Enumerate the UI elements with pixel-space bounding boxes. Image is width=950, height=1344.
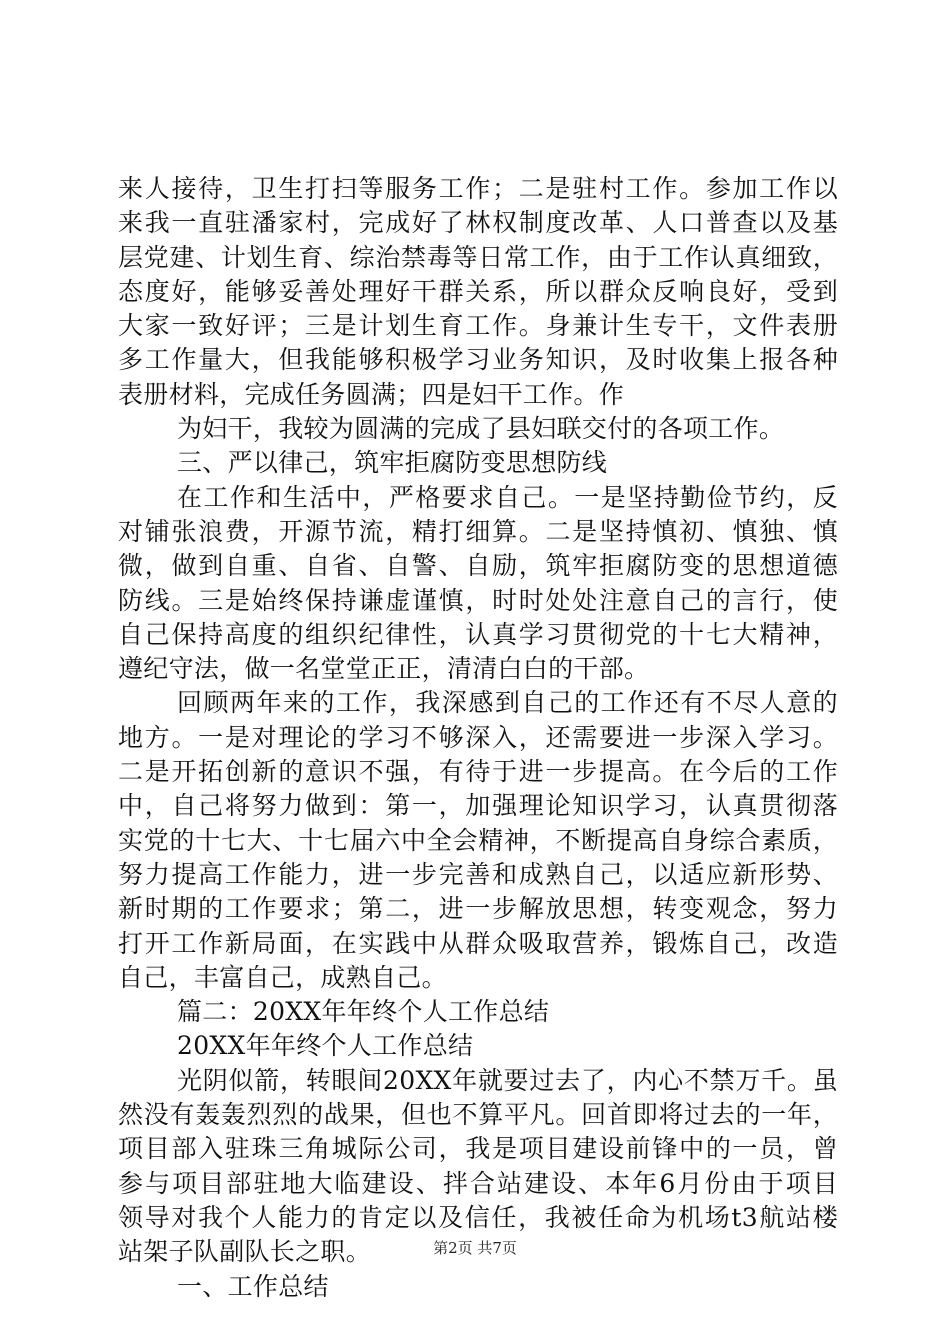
text-line: 地方。一是对理论的学习不够深入，还需要进一步深入学习。 xyxy=(118,722,838,752)
text-line: 来人接待，卫生打扫等服务工作；二是驻村工作。参加工作以 xyxy=(118,174,838,203)
text-line: 一、工作总结 xyxy=(177,1271,329,1301)
text-line: 打开工作新局面，在实践中从群众吸取营养，锻炼自己，改造 xyxy=(118,928,838,958)
text-line: 三、严以律己，筑牢拒腐防变思想防线 xyxy=(177,448,608,478)
document-body xyxy=(118,172,838,1304)
text-line: 对铺张浪费，开源节流，精打细算。二是坚持慎初、慎独、慎 xyxy=(118,516,838,546)
text-line: 20XX年年终个人工作总结 xyxy=(177,1031,474,1061)
text-line: 表册材料，完成任务圆满；四是妇干工作。作 xyxy=(118,379,625,409)
text-line: 实党的十七大、十七届六中全会精神，不断提高自身综合素质， xyxy=(118,825,838,855)
text-line: 努力提高工作能力，进一步完善和成熟自己，以适应新形势、 xyxy=(118,859,838,889)
text-line: 自己，丰富自己，成熟自己。 xyxy=(118,962,447,992)
text-line: 态度好，能够妥善处理好干群关系，所以群众反响良好，受到 xyxy=(118,276,838,306)
text-line: 参与项目部驻地大临建设、拌合站建设、本年6月份由于项目 xyxy=(118,1168,838,1198)
text-line: 防线。三是始终保持谦虚谨慎，时时处处注意自己的言行，使 xyxy=(118,585,838,615)
text-line: 站架子队副队长之职。 xyxy=(118,1237,372,1267)
text-line: 层党建、计划生育、综治禁毒等日常工作，由于工作认真细致， xyxy=(118,242,838,272)
text-line: 在工作和生活中，严格要求自己。一是坚持勤俭节约，反 xyxy=(177,482,838,512)
text-line: 中，自己将努力做到：第一，加强理论知识学习，认真贯彻落 xyxy=(118,791,838,821)
text-line: 遵纪守法，做一名堂堂正正，清清白白的干部。 xyxy=(118,654,650,684)
text-line: 来我一直驻潘家村，完成好了林权制度改革、人口普查以及基 xyxy=(118,208,838,238)
text-line: 回顾两年来的工作，我深感到自己的工作还有不尽人意的 xyxy=(177,688,838,718)
text-line: 项目部入驻珠三角城际公司，我是项目建设前锋中的一员，曾 xyxy=(118,1134,838,1164)
text-line: 大家一致好评；三是计划生育工作。身兼计生专干，文件表册 xyxy=(118,311,838,341)
text-line: 微，做到自重、自省、自警、自励，筑牢拒腐防变的思想道德 xyxy=(118,551,838,581)
page-footer: 第2页 共7页 xyxy=(433,1239,517,1257)
text-line: 为妇干，我较为圆满的完成了县妇联交付的各项工作。 xyxy=(177,414,785,444)
text-line: 光阴似箭，转眼间20XX年就要过去了，内心不禁万千。虽 xyxy=(177,1065,838,1095)
text-line: 新时期的工作要求；第二，进一步解放思想，转变观念，努力 xyxy=(118,894,838,924)
text-line: 篇二：20XX年年终个人工作总结 xyxy=(177,997,550,1027)
text-line: 然没有轰轰烈烈的战果，但也不算平凡。回首即将过去的一年， xyxy=(118,1100,838,1130)
text-line: 二是开拓创新的意识不强，有待于进一步提高。在今后的工作 xyxy=(118,757,838,787)
text-line: 领导对我个人能力的肯定以及信任，我被任命为机场t3航站楼 xyxy=(118,1202,838,1232)
text-line: 自己保持高度的组织纪律性，认真学习贯彻党的十七大精神， xyxy=(118,619,838,649)
text-line: 多工作量大，但我能够积极学习业务知识，及时收集上报各种 xyxy=(118,345,838,375)
